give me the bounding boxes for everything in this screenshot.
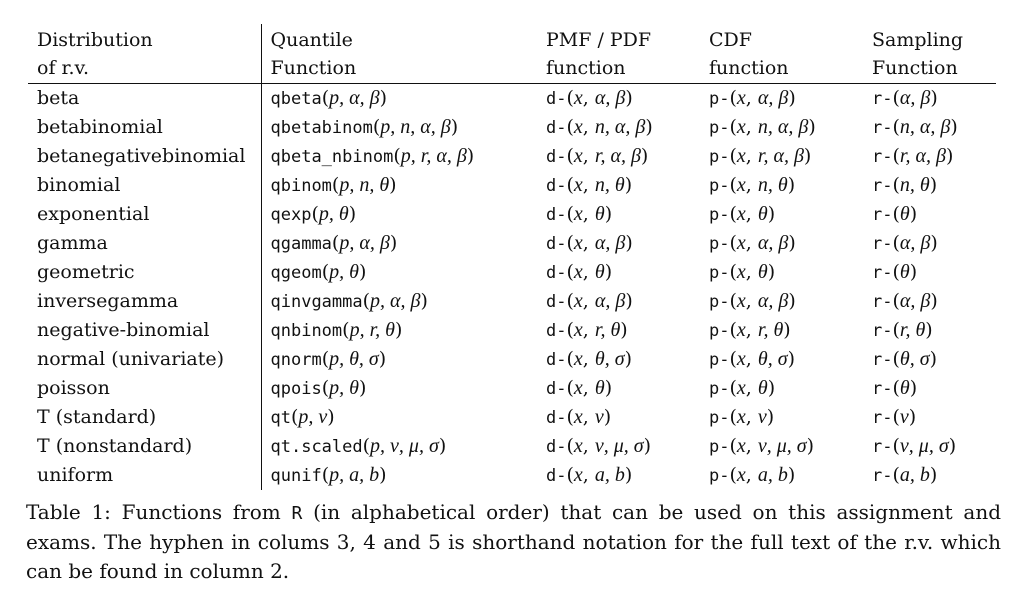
distribution-name: beta xyxy=(37,87,80,109)
quantile-function-name: qexp xyxy=(270,205,312,225)
cdf-prefix: p- xyxy=(709,292,730,312)
caption-code: R xyxy=(291,503,303,524)
pmf-function-cell: d-(x, a, b) xyxy=(546,464,633,486)
cdf-first-arg: x xyxy=(736,87,746,109)
header-row xyxy=(28,24,996,84)
cdf-function-cell: p-(x, r, α, β) xyxy=(709,145,812,167)
cdf-first-arg: x xyxy=(736,174,746,196)
quantile-params: p, n, θ xyxy=(339,174,390,196)
table-row xyxy=(28,287,996,316)
table-row xyxy=(28,432,996,461)
cdf-first-arg: x xyxy=(736,232,746,254)
pmf-first-arg: x xyxy=(573,435,583,457)
quantile-params: p, α, β xyxy=(329,87,380,109)
pmf-first-arg: x xyxy=(573,290,583,312)
sampling-params: θ xyxy=(899,261,910,283)
pmf-function-cell: d-(x, α, β) xyxy=(546,87,633,109)
distribution-name: betanegativebinomial xyxy=(37,145,246,167)
distribution-name: gamma xyxy=(37,232,108,254)
header-distribution xyxy=(28,24,261,84)
sampling-params: a, b xyxy=(899,464,930,486)
cdf-first-arg: x xyxy=(736,203,746,225)
cdf-prefix: p- xyxy=(709,350,730,370)
pmf-prefix: d- xyxy=(546,350,567,370)
pmf-first-arg: x xyxy=(573,116,583,138)
pmf-function-cell: d-(x, α, β) xyxy=(546,290,633,312)
table-row xyxy=(28,171,996,200)
cdf-prefix: p- xyxy=(709,263,730,283)
sampling-function-cell: r-(α, β) xyxy=(872,87,938,109)
cdf-params: ν, μ, σ xyxy=(757,435,807,457)
distribution-name: geometric xyxy=(37,261,135,283)
quantile-params: p, α, β xyxy=(339,232,390,254)
quantile-function-name: qbinom xyxy=(270,176,332,196)
header-quantile xyxy=(261,24,537,84)
distribution-name: T (nonstandard) xyxy=(37,435,193,457)
cdf-first-arg: x xyxy=(736,348,746,370)
header-cdf xyxy=(700,24,863,84)
distribution-name: binomial xyxy=(37,174,121,196)
cdf-function-cell: p-(x, θ) xyxy=(709,377,776,399)
quantile-function-cell: qpois(p, θ) xyxy=(270,377,367,399)
distribution-name-cell xyxy=(28,84,261,114)
pmf-function-cell: d-(x, n, α, β) xyxy=(546,116,653,138)
cdf-params: θ xyxy=(757,377,768,399)
sampling-params: α, β xyxy=(899,87,931,109)
sampling-prefix: r- xyxy=(872,379,893,399)
pmf-prefix: d- xyxy=(546,263,567,283)
pmf-first-arg: x xyxy=(573,261,583,283)
quantile-params: p, θ, σ xyxy=(329,348,379,370)
distribution-name: betabinomial xyxy=(37,116,163,138)
pmf-prefix: d- xyxy=(546,234,567,254)
pmf-function-cell: d-(x, θ) xyxy=(546,377,613,399)
quantile-function-name: qt.scaled xyxy=(270,437,363,457)
sampling-function-cell: r-(n, α, β) xyxy=(872,116,958,138)
quantile-params: p, α, β xyxy=(370,290,421,312)
quantile-function-cell: qbetabinom(p, n, α, β) xyxy=(270,116,459,138)
header-pmf-pdf xyxy=(537,24,700,84)
pmf-params: ν, μ, σ xyxy=(594,435,644,457)
table-caption xyxy=(26,498,1001,586)
quantile-function-cell: qt(p, ν) xyxy=(270,406,335,428)
sampling-function-cell: r-(θ, σ) xyxy=(872,348,938,370)
cdf-params: r, θ xyxy=(757,319,784,341)
cdf-prefix: p- xyxy=(709,205,730,225)
table-row xyxy=(28,316,996,345)
sampling-function-cell: r-(α, β) xyxy=(872,232,938,254)
sampling-prefix: r- xyxy=(872,321,893,341)
distribution-name-cell xyxy=(28,229,261,258)
cdf-function-cell: p-(x, n, θ) xyxy=(709,174,796,196)
pmf-prefix: d- xyxy=(546,408,567,428)
cdf-function-cell: p-(x, n, α, β) xyxy=(709,116,816,138)
header-pmf-pdf-line: function xyxy=(546,57,626,79)
pmf-params: θ, σ xyxy=(594,348,625,370)
table-header xyxy=(28,24,996,84)
quantile-function-name: qpois xyxy=(270,379,322,399)
cdf-first-arg: x xyxy=(736,145,746,167)
quantile-function-cell: qnorm(p, θ, σ) xyxy=(270,348,387,370)
table-row xyxy=(28,142,996,171)
distribution-name-cell xyxy=(28,374,261,403)
header-distribution-line: Distribution xyxy=(37,29,153,51)
sampling-function-cell: r-(a, b) xyxy=(872,464,938,486)
header-sampling-line: Function xyxy=(872,57,958,79)
sampling-prefix: r- xyxy=(872,176,893,196)
pmf-prefix: d- xyxy=(546,321,567,341)
cdf-params: θ xyxy=(757,261,768,283)
quantile-params: p, ν, μ, σ xyxy=(370,435,439,457)
header-pmf-pdf-line: PMF / PDF xyxy=(546,29,652,51)
sampling-function-cell: r-(ν, μ, σ) xyxy=(872,435,957,457)
cdf-function-cell: p-(x, θ) xyxy=(709,203,776,225)
sampling-params: θ, σ xyxy=(899,348,930,370)
header-sampling-line: Sampling xyxy=(872,29,964,51)
cdf-prefix: p- xyxy=(709,437,730,457)
caption-text-after: (in alphabetical order) that can be used on this assignment and exams. The hyphen in colums 3, 4 and 5 is shorthand notation for the full text of the r.v. which can be found in column 2. xyxy=(26,500,1002,583)
quantile-function-cell: qexp(p, θ) xyxy=(270,203,357,225)
pmf-prefix: d- xyxy=(546,379,567,399)
sampling-prefix: r- xyxy=(872,437,893,457)
cdf-first-arg: x xyxy=(736,290,746,312)
distribution-name-cell xyxy=(28,171,261,200)
cdf-function-cell: p-(x, α, β) xyxy=(709,87,796,109)
cdf-first-arg: x xyxy=(736,319,746,341)
cdf-function-cell: p-(x, θ) xyxy=(709,261,776,283)
quantile-params: p, ν xyxy=(298,406,328,428)
table-row xyxy=(28,200,996,229)
sampling-function-cell: r-(θ) xyxy=(872,261,918,283)
quantile-params: p, θ xyxy=(318,203,349,225)
pmf-first-arg: x xyxy=(573,406,583,428)
pmf-prefix: d- xyxy=(546,118,567,138)
caption-label: Table 1: xyxy=(26,500,111,524)
table-row xyxy=(28,113,996,142)
cdf-params: n, α, β xyxy=(757,116,809,138)
cdf-params: r, α, β xyxy=(757,145,804,167)
caption-text-before: Functions from xyxy=(121,500,281,524)
sampling-params: θ xyxy=(899,203,910,225)
cdf-prefix: p- xyxy=(709,147,730,167)
distribution-name-cell xyxy=(28,113,261,142)
distribution-name-cell xyxy=(28,200,261,229)
quantile-function-name: qgamma xyxy=(270,234,332,254)
pmf-params: a, b xyxy=(594,464,625,486)
sampling-params: ν xyxy=(899,406,909,428)
sampling-params: θ xyxy=(899,377,910,399)
table-row xyxy=(28,461,996,490)
sampling-params: n, θ xyxy=(899,174,930,196)
distribution-name: exponential xyxy=(37,203,150,225)
pmf-function-cell: d-(x, ν, μ, σ) xyxy=(546,435,652,457)
distribution-name: uniform xyxy=(37,464,114,486)
sampling-function-cell: r-(r, θ) xyxy=(872,319,933,341)
quantile-function-name: qnbinom xyxy=(270,321,343,341)
sampling-function-cell: r-(θ) xyxy=(872,203,918,225)
distribution-name: poisson xyxy=(37,377,110,399)
quantile-function-name: qt xyxy=(270,408,291,428)
pmf-prefix: d- xyxy=(546,292,567,312)
sampling-prefix: r- xyxy=(872,408,893,428)
pmf-prefix: d- xyxy=(546,466,567,486)
distribution-name: normal (univariate) xyxy=(37,348,225,370)
cdf-first-arg: x xyxy=(736,261,746,283)
sampling-function-cell: r-(r, α, β) xyxy=(872,145,954,167)
sampling-params: r, θ xyxy=(899,319,926,341)
quantile-function-name: qbeta xyxy=(270,89,322,109)
cdf-params: a, b xyxy=(757,464,788,486)
pmf-function-cell: d-(x, r, θ) xyxy=(546,319,628,341)
quantile-function-name: qnorm xyxy=(270,350,322,370)
pmf-params: θ xyxy=(594,261,605,283)
distribution-name-cell xyxy=(28,403,261,432)
pmf-params: r, θ xyxy=(594,319,621,341)
quantile-function-cell: qgeom(p, θ) xyxy=(270,261,367,283)
distribution-name: negative-binomial xyxy=(37,319,210,341)
pmf-first-arg: x xyxy=(573,319,583,341)
cdf-prefix: p- xyxy=(709,466,730,486)
pmf-params: θ xyxy=(594,377,605,399)
cdf-params: ν xyxy=(757,406,767,428)
pmf-params: n, α, β xyxy=(594,116,646,138)
pmf-function-cell: d-(x, ν) xyxy=(546,406,612,428)
sampling-params: ν, μ, σ xyxy=(899,435,949,457)
table-row xyxy=(28,258,996,287)
sampling-function-cell: r-(n, θ) xyxy=(872,174,938,196)
quantile-function-cell: qgamma(p, α, β) xyxy=(270,232,398,254)
sampling-params: n, α, β xyxy=(899,116,951,138)
header-quantile-line: Quantile xyxy=(270,29,353,51)
cdf-first-arg: x xyxy=(736,435,746,457)
pmf-function-cell: d-(x, θ) xyxy=(546,261,613,283)
cdf-function-cell: p-(x, r, θ) xyxy=(709,319,791,341)
table-row xyxy=(28,84,996,114)
table-row xyxy=(28,345,996,374)
header-quantile-line: Function xyxy=(270,57,357,79)
header-cdf-line: function xyxy=(709,57,789,79)
cdf-params: θ xyxy=(757,203,768,225)
quantile-function-cell: qinvgamma(p, α, β) xyxy=(270,290,428,312)
cdf-function-cell: p-(x, a, b) xyxy=(709,464,796,486)
table-row xyxy=(28,229,996,258)
distribution-name-cell xyxy=(28,142,261,171)
sampling-prefix: r- xyxy=(872,263,893,283)
distribution-name-cell xyxy=(28,461,261,490)
distribution-name-cell xyxy=(28,258,261,287)
pmf-first-arg: x xyxy=(573,87,583,109)
sampling-params: α, β xyxy=(899,232,931,254)
table-row xyxy=(28,374,996,403)
distribution-name-cell xyxy=(28,432,261,461)
quantile-params: p, n, α, β xyxy=(380,116,451,138)
sampling-prefix: r- xyxy=(872,292,893,312)
pmf-prefix: d- xyxy=(546,147,567,167)
header-sampling xyxy=(863,24,996,84)
pmf-function-cell: d-(x, n, θ) xyxy=(546,174,633,196)
pmf-params: α, β xyxy=(594,87,626,109)
quantile-function-cell: qt.scaled(p, ν, μ, σ) xyxy=(270,435,447,457)
pmf-params: r, α, β xyxy=(594,145,641,167)
quantile-function-cell: qbeta_nbinom(p, r, α, β) xyxy=(270,145,475,167)
cdf-function-cell: p-(x, α, β) xyxy=(709,290,796,312)
header-distribution-line: of r.v. xyxy=(37,57,90,79)
cdf-prefix: p- xyxy=(709,176,730,196)
table-row xyxy=(28,403,996,432)
header-cdf-line: CDF xyxy=(709,29,752,51)
pmf-first-arg: x xyxy=(573,145,583,167)
sampling-prefix: r- xyxy=(872,147,893,167)
pmf-params: θ xyxy=(594,203,605,225)
pmf-function-cell: d-(x, θ, σ) xyxy=(546,348,632,370)
pmf-first-arg: x xyxy=(573,232,583,254)
pmf-first-arg: x xyxy=(573,377,583,399)
quantile-function-cell: qunif(p, a, b) xyxy=(270,464,387,486)
quantile-function-name: qunif xyxy=(270,466,322,486)
pmf-first-arg: x xyxy=(573,174,583,196)
cdf-function-cell: p-(x, α, β) xyxy=(709,232,796,254)
quantile-function-cell: qbeta(p, α, β) xyxy=(270,87,387,109)
sampling-function-cell: r-(ν) xyxy=(872,406,917,428)
sampling-prefix: r- xyxy=(872,466,893,486)
cdf-function-cell: p-(x, ν) xyxy=(709,406,775,428)
pmf-first-arg: x xyxy=(573,464,583,486)
pmf-function-cell: d-(x, α, β) xyxy=(546,232,633,254)
cdf-prefix: p- xyxy=(709,408,730,428)
cdf-params: θ, σ xyxy=(757,348,788,370)
distribution-name-cell xyxy=(28,345,261,374)
cdf-function-cell: p-(x, θ, σ) xyxy=(709,348,795,370)
table-body xyxy=(28,84,996,491)
quantile-function-cell: qnbinom(p, r, θ) xyxy=(270,319,403,341)
quantile-params: p, θ xyxy=(329,377,359,399)
cdf-prefix: p- xyxy=(709,89,730,109)
distribution-name-cell xyxy=(28,316,261,345)
cdf-prefix: p- xyxy=(709,379,730,399)
quantile-params: p, r, α, β xyxy=(400,145,467,167)
cdf-prefix: p- xyxy=(709,234,730,254)
distribution-functions-table xyxy=(28,24,996,490)
sampling-prefix: r- xyxy=(872,234,893,254)
cdf-params: α, β xyxy=(757,232,789,254)
sampling-prefix: r- xyxy=(872,350,893,370)
pmf-first-arg: x xyxy=(573,348,583,370)
pmf-prefix: d- xyxy=(546,176,567,196)
pmf-function-cell: d-(x, r, α, β) xyxy=(546,145,649,167)
pmf-params: ν xyxy=(594,406,604,428)
distribution-name-cell xyxy=(28,287,261,316)
sampling-params: α, β xyxy=(899,290,931,312)
cdf-first-arg: x xyxy=(736,116,746,138)
functions-table xyxy=(28,24,996,490)
pmf-function-cell: d-(x, θ) xyxy=(546,203,613,225)
cdf-function-cell: p-(x, ν, μ, σ) xyxy=(709,435,815,457)
quantile-function-cell: qbinom(p, n, θ) xyxy=(270,174,397,196)
quantile-params: p, r, θ xyxy=(349,319,395,341)
cdf-params: α, β xyxy=(757,290,789,312)
sampling-params: r, α, β xyxy=(899,145,946,167)
pmf-params: n, θ xyxy=(594,174,625,196)
quantile-function-name: qgeom xyxy=(270,263,322,283)
distribution-name: T (standard) xyxy=(37,406,157,428)
cdf-first-arg: x xyxy=(736,464,746,486)
pmf-first-arg: x xyxy=(573,203,583,225)
sampling-function-cell: r-(θ) xyxy=(872,377,918,399)
sampling-prefix: r- xyxy=(872,118,893,138)
pmf-prefix: d- xyxy=(546,89,567,109)
quantile-function-name: qbeta_nbinom xyxy=(270,147,394,167)
sampling-function-cell: r-(α, β) xyxy=(872,290,938,312)
pmf-params: α, β xyxy=(594,290,626,312)
cdf-prefix: p- xyxy=(709,321,730,341)
sampling-prefix: r- xyxy=(872,205,893,225)
pmf-prefix: d- xyxy=(546,437,567,457)
quantile-function-name: qbetabinom xyxy=(270,118,373,138)
cdf-params: α, β xyxy=(757,87,789,109)
distribution-name: inversegamma xyxy=(37,290,179,312)
sampling-prefix: r- xyxy=(872,89,893,109)
cdf-first-arg: x xyxy=(736,406,746,428)
quantile-function-name: qinvgamma xyxy=(270,292,363,312)
cdf-params: n, θ xyxy=(757,174,788,196)
cdf-first-arg: x xyxy=(736,377,746,399)
quantile-params: p, θ xyxy=(329,261,359,283)
pmf-prefix: d- xyxy=(546,205,567,225)
cdf-prefix: p- xyxy=(709,118,730,138)
quantile-params: p, a, b xyxy=(329,464,380,486)
pmf-params: α, β xyxy=(594,232,626,254)
